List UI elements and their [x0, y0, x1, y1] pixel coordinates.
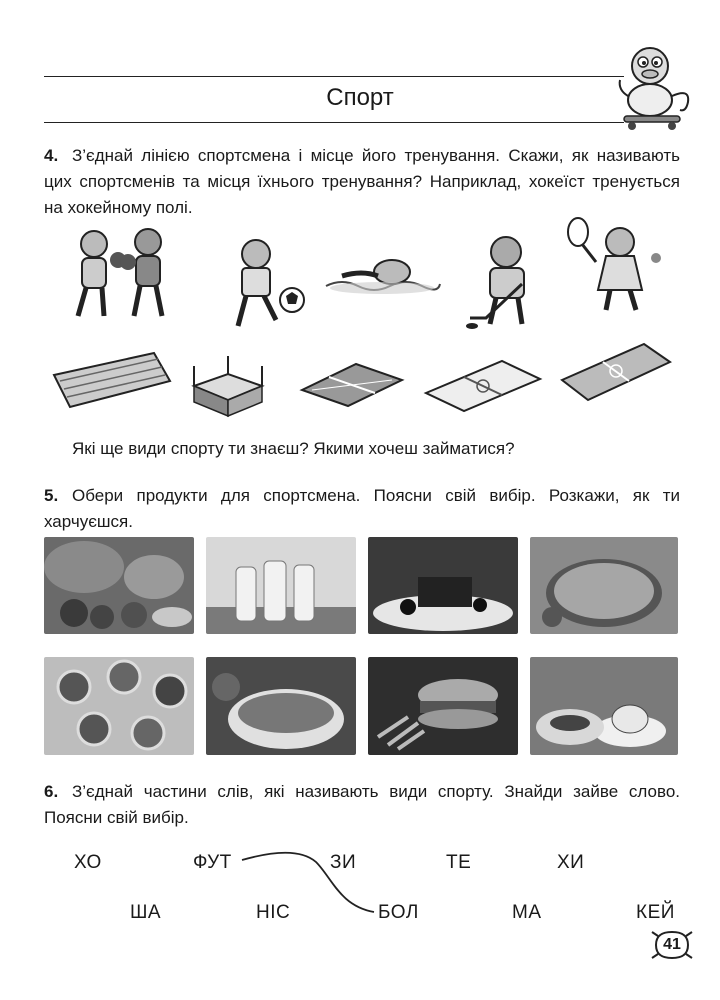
syllable-top-2[interactable]: ФУТ	[193, 852, 232, 873]
task-text: Обери продукти для спортсмена. Поясни свій вибір. Розкажи, як ти харчуєшся.	[44, 486, 680, 531]
page-number: 41	[663, 936, 681, 953]
task-text: З’єднай частини слів, які називають види спорту. Знайди зайве слово. Поясни свій вибір.	[44, 782, 680, 827]
syllable-bottom-5[interactable]: КЕЙ	[636, 902, 675, 923]
burger-fries-photo[interactable]	[368, 657, 518, 755]
tennis-court-icon[interactable]	[296, 360, 406, 415]
task-5	[44, 483, 680, 535]
task-6	[44, 779, 680, 831]
vegetables-photo[interactable]	[44, 537, 194, 634]
task-number: 6.	[44, 782, 59, 801]
task-number: 4.	[44, 146, 59, 165]
monkey-mascot-icon	[610, 40, 700, 137]
boxing-ring-icon[interactable]	[188, 352, 268, 427]
example-connecting-line	[240, 848, 390, 923]
footballer-icon[interactable]	[220, 236, 310, 337]
swimmer-icon[interactable]	[322, 248, 442, 303]
breakfast-photo[interactable]	[530, 657, 678, 755]
task-number: 5.	[44, 486, 59, 505]
soup-photo[interactable]	[206, 657, 356, 755]
syllable-bottom-3[interactable]: БОЛ	[378, 902, 419, 923]
syllable-bottom-1[interactable]: ША	[130, 902, 162, 923]
swimming-pool-icon[interactable]	[44, 345, 174, 420]
tennis-player-icon[interactable]	[562, 210, 668, 321]
water-bottles-photo[interactable]	[206, 537, 356, 634]
page-title: Спорт	[326, 84, 394, 111]
header-line-top	[44, 76, 624, 77]
porridge-photo[interactable]	[530, 537, 678, 634]
hockey-rink-icon[interactable]	[420, 355, 544, 422]
syllable-top-4[interactable]: ТЕ	[446, 852, 472, 873]
football-field-icon[interactable]	[558, 340, 674, 409]
hockey-player-icon[interactable]	[462, 234, 552, 339]
syllable-bottom-2[interactable]: НІС	[256, 902, 291, 923]
syllable-top-5[interactable]: ХИ	[557, 852, 585, 873]
boxers-icon[interactable]	[56, 222, 186, 327]
header-line-bottom	[44, 122, 624, 123]
task-text: З’єднай лінією спортсмена і місце його тренування. Скажи, як називають цих спортсменів та місця їхнього тренування? Наприклад, хокеїст тренується на хокейному полі.	[44, 146, 680, 217]
syllable-bottom-4[interactable]: МА	[512, 902, 542, 923]
syllable-top-3[interactable]: ЗИ	[330, 852, 357, 873]
task-4-question: Які ще види спорту ти знаєш? Якими хочеш займатися?	[72, 439, 515, 458]
syllable-top-1[interactable]: ХО	[74, 852, 102, 873]
cake-photo[interactable]	[368, 537, 518, 634]
soda-cans-photo[interactable]	[44, 657, 194, 755]
